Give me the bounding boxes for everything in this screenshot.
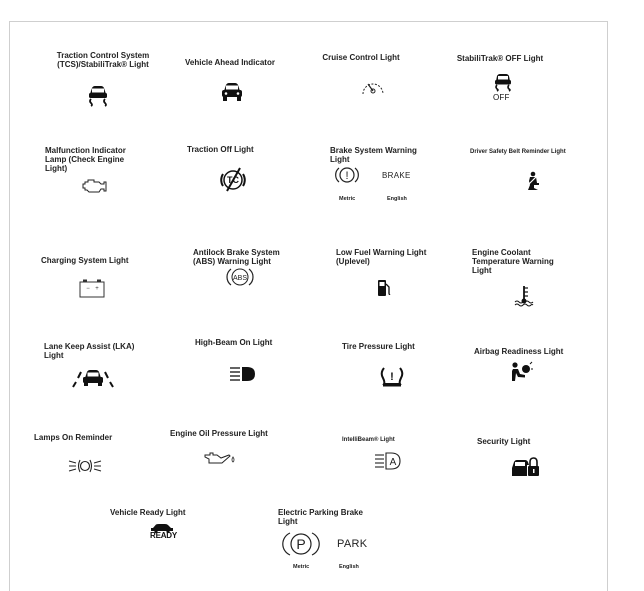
cruise-control-icon	[359, 78, 387, 103]
vehicle-ready-text: READY	[150, 531, 178, 540]
abs-label: Antilock Brake System (ABS) Warning Light	[193, 248, 280, 266]
vehicle-ahead-icon	[220, 82, 244, 107]
brake-word: BRAKE	[382, 171, 411, 180]
lka-label: Lane Keep Assist (LKA) Light	[44, 342, 135, 360]
oil-can-icon	[202, 450, 236, 471]
brake-english-caption: English	[387, 196, 407, 202]
airbag-label: Airbag Readiness Light	[474, 347, 564, 356]
tcs-label: Traction Control System (TCS)/StabiliTrak® Light	[56, 51, 150, 69]
brake-exclaim: !	[345, 170, 349, 182]
stabilitrak-off-label: StabiliTrak® OFF Light	[456, 54, 544, 63]
abs-text: ABS	[232, 275, 248, 282]
security-label: Security Light	[477, 437, 531, 446]
airbag-icon	[509, 361, 533, 388]
epb-p: P	[296, 536, 306, 552]
epb-label: Electric Parking Brake Light	[278, 508, 363, 526]
cruise-label: Cruise Control Light	[322, 53, 400, 62]
traction-control-icon	[86, 84, 110, 111]
intellibeam-label: IntelliBeam® Light	[342, 437, 395, 443]
intellibeam-icon	[374, 452, 402, 475]
seatbelt-icon	[525, 171, 541, 196]
security-icon	[510, 456, 540, 483]
epb-metric-caption: Metric	[293, 564, 310, 570]
lamps-on-icon	[68, 456, 102, 481]
vehicle-ahead-label: Vehicle Ahead Indicator	[185, 58, 275, 67]
fuel-pump-icon	[376, 278, 392, 303]
tire-pressure-label: Tire Pressure Light	[342, 342, 415, 351]
intellibeam-a: A	[389, 457, 397, 468]
indicator-lights-page	[9, 21, 608, 591]
check-engine-icon	[80, 176, 110, 201]
tire-pressure-icon	[379, 365, 405, 392]
coolant-temp-icon	[513, 285, 535, 312]
coolant-label: Engine Coolant Temperature Warning Light	[472, 248, 554, 275]
seatbelt-label: Driver Safety Belt Reminder Light	[470, 149, 566, 155]
parking-brake-icon	[284, 530, 318, 563]
high-beam-icon	[229, 366, 257, 387]
brake-warning-icon	[334, 165, 360, 190]
low-fuel-label: Low Fuel Warning Light (Uplevel)	[336, 248, 427, 266]
charging-label: Charging System Light	[41, 256, 129, 265]
oil-pressure-label: Engine Oil Pressure Light	[170, 429, 268, 438]
traction-off-icon	[218, 165, 248, 200]
vehicle-ready-label: Vehicle Ready Light	[110, 508, 186, 517]
brake-metric-caption: Metric	[339, 196, 356, 202]
abs-icon	[226, 266, 254, 293]
lane-keep-icon	[71, 365, 115, 394]
battery-icon	[78, 278, 106, 303]
tire-exclaim: !	[390, 371, 394, 383]
mil-label: Malfunction Indicator Lamp (Check Engine Light)	[45, 146, 126, 173]
lamps-on-label: Lamps On Reminder	[34, 433, 113, 442]
tc-text: TC	[227, 175, 239, 185]
battery-plus: +	[95, 286, 99, 292]
battery-minus: −	[86, 286, 90, 292]
stabilitrak-off-text: OFF	[493, 93, 510, 102]
park-word: PARK	[337, 538, 368, 550]
high-beam-label: High-Beam On Light	[195, 338, 273, 347]
epb-english-caption: English	[339, 564, 359, 570]
traction-off-label: Traction Off Light	[187, 145, 254, 154]
brake-label: Brake System Warning Light	[330, 146, 417, 164]
